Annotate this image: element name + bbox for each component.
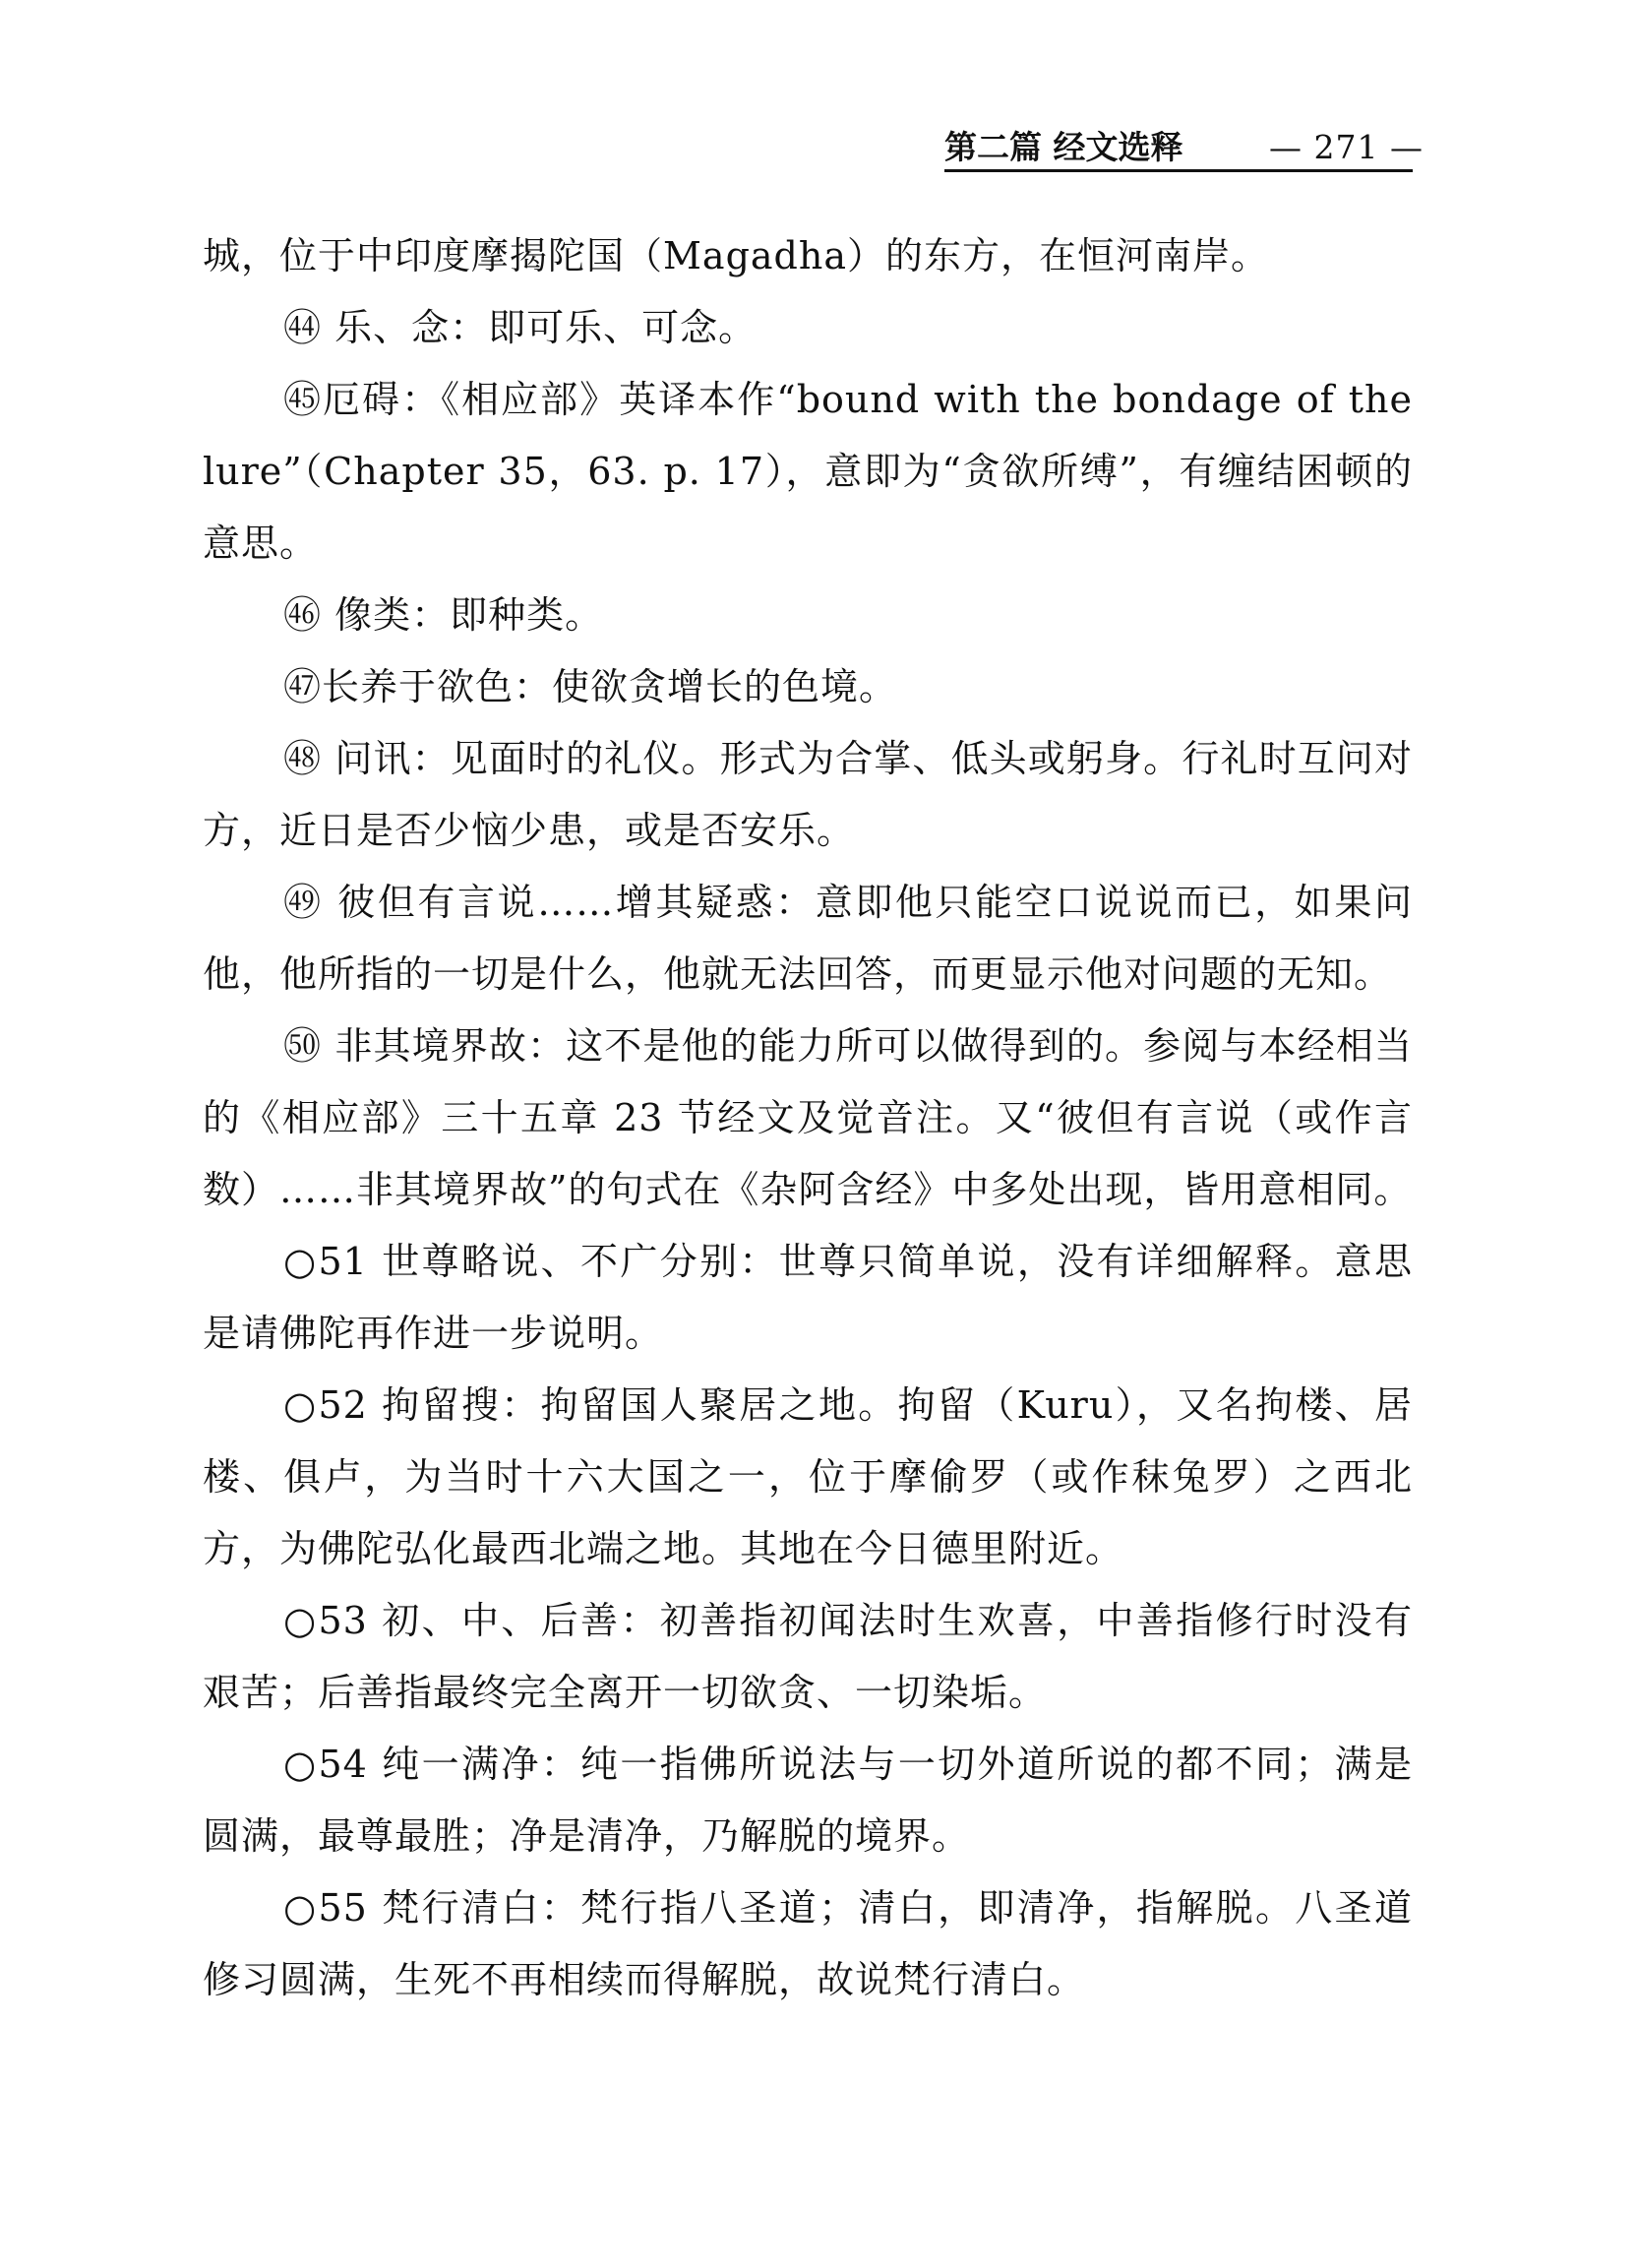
annotation-body — [203, 220, 1413, 2016]
note-55: ○55 梵行清白：梵行指八圣道；清白，即清净，指解脱。八圣道修习圆满，生死不再相续而得解脱，故说梵行清白。 — [203, 1886, 1413, 2001]
part-title: 第二篇 经文选释 — [944, 128, 1183, 166]
note-52: ○52 拘留搜：拘留国人聚居之地。拘留（Kuru），又名拘楼、居楼、俱卢，为当时十六大国之一，位于摩偷罗（或作秣兔罗）之西北方，为佛陀弘化最西北端之地。其地在今日德里附近。 — [203, 1383, 1413, 1570]
note-46: ㊻ 像类：即种类。 — [283, 593, 604, 637]
note-47: ㊼长养于欲色：使欲贪增长的色境。 — [283, 665, 898, 708]
note-45: ㊺厄碍：《相应部》英译本作“bound with the bondage of the lure”（Chapter 35，63. p. 17），意即为“贪欲所缚”，有缠结困顿的意思。 — [203, 378, 1413, 565]
note-44: ㊹ 乐、念：即可乐、可念。 — [283, 306, 758, 349]
note-48: ㊽ 问讯：见面时的礼仪。形式为合掌、低头或躬身。行礼时互问对方，近日是否少恼少患，或是否安乐。 — [203, 737, 1413, 852]
page-number: — 271 — — [1269, 128, 1424, 166]
note-49: ㊾ 彼但有言说……增其疑惑：意即他只能空口说说而已，如果问他，他所指的一切是什么，他就无法回答，而更显示他对问题的无知。 — [203, 881, 1413, 996]
note-51: ○51 世尊略说、不广分别：世尊只简单说，没有详细解释。意思是请佛陀再作进一步说明。 — [203, 1240, 1413, 1355]
note-50: ㊿ 非其境界故：这不是他的能力所可以做得到的。参阅与本经相当的《相应部》三十五章 23 节经文及觉音注。又“彼但有言说（或作言数）……非其境界故”的句式在《杂阿含经》中多处出现，皆用意相同。 — [203, 1024, 1413, 1211]
note-53: ○53 初、中、后善：初善指初闻法时生欢喜，中善指修行时没有艰苦；后善指最终完全离开一切欲贪、一切染垢。 — [203, 1599, 1413, 1714]
continued-paragraph: 城，位于中印度摩揭陀国（Magadha）的东方，在恒河南岸。 — [203, 234, 1270, 277]
running-header — [944, 126, 1424, 172]
note-54: ○54 纯一满净：纯一指佛所说法与一切外道所说的都不同；满是圆满，最尊最胜；净是清净，乃解脱的境界。 — [203, 1743, 1413, 1858]
